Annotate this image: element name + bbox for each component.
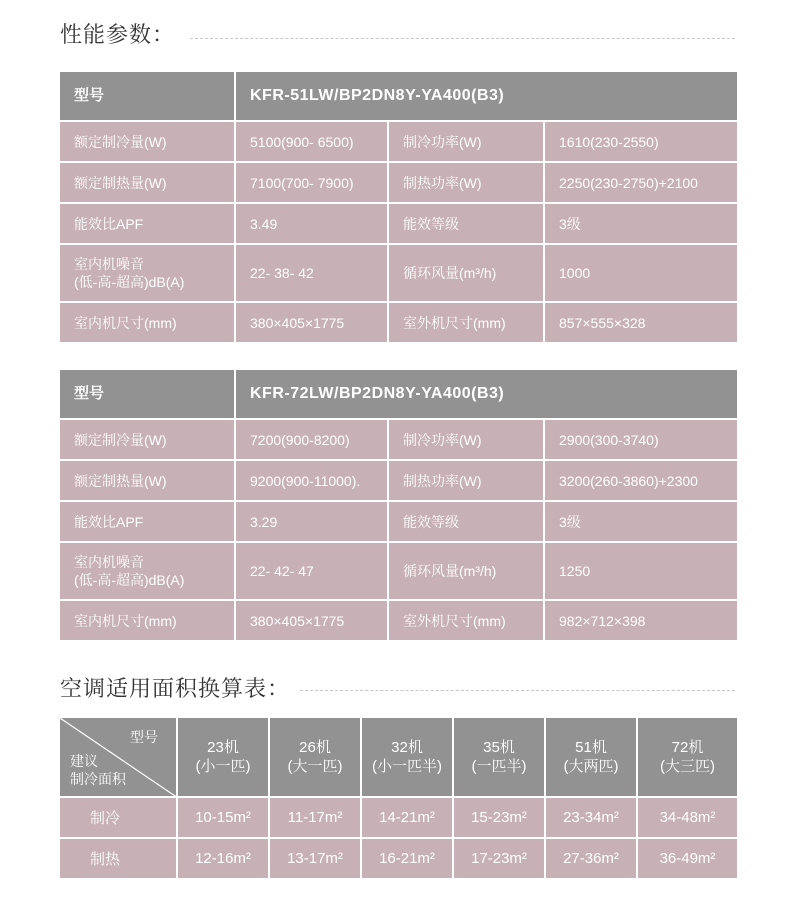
table-row xyxy=(59,302,738,343)
section-title-performance: 性能参数： xyxy=(60,22,176,47)
spec-value: 5100(900- 6500) xyxy=(235,121,388,162)
spec-table-header xyxy=(59,71,738,121)
table-row xyxy=(59,162,738,203)
column-header xyxy=(453,717,545,797)
spec-label: 室外机尺寸(mm) xyxy=(388,600,544,641)
spec-label: 室内机噪音 (低-高-超高)dB(A) xyxy=(59,542,235,600)
spec-value: 2900(300-3740) xyxy=(544,419,738,460)
column-model: 23机 xyxy=(207,739,239,756)
column-capacity: (大三匹) xyxy=(660,758,715,775)
spec-label: 制热功率(W) xyxy=(388,460,544,501)
table-row xyxy=(59,501,738,542)
spec-label: 额定制冷量(W) xyxy=(59,419,235,460)
table-row xyxy=(59,838,738,879)
spec-value: 7200(900-8200) xyxy=(235,419,388,460)
area-value: 14-21m² xyxy=(361,797,453,838)
corner-top-label: 型号 xyxy=(130,729,158,745)
section-divider-area xyxy=(300,690,735,691)
column-model: 32机 xyxy=(391,739,423,756)
spec-value: 1000 xyxy=(544,244,738,302)
spec-label: 循环风量(m³/h) xyxy=(388,244,544,302)
spec-label: 额定制热量(W) xyxy=(59,460,235,501)
table-row xyxy=(59,419,738,460)
spec-value: 3级 xyxy=(544,501,738,542)
spec-value: 1250 xyxy=(544,542,738,600)
spec-label: 循环风量(m³/h) xyxy=(388,542,544,600)
spec-value: 982×712×398 xyxy=(544,600,738,641)
area-value: 16-21m² xyxy=(361,838,453,879)
column-model: 72机 xyxy=(671,739,704,756)
spec-value: 7100(700- 7900) xyxy=(235,162,388,203)
table-row xyxy=(59,542,738,600)
spec-value: 22- 38- 42 xyxy=(235,244,388,302)
column-model: 26机 xyxy=(299,739,331,756)
spec-label: 制冷功率(W) xyxy=(388,121,544,162)
model-label: 型号 xyxy=(59,71,235,121)
column-header xyxy=(361,717,453,797)
corner-bottom-label xyxy=(70,752,126,788)
spec-label: 能效比APF xyxy=(59,501,235,542)
column-model: 35机 xyxy=(483,739,515,756)
model-value: KFR-72LW/BP2DN8Y-YA400(B3) xyxy=(235,369,738,419)
table-row xyxy=(59,121,738,162)
section-title-area: 空调适用面积换算表： xyxy=(60,676,291,701)
area-value: 27-36m² xyxy=(545,838,637,879)
area-value: 36-49m² xyxy=(637,838,738,879)
column-capacity: (一匹半) xyxy=(471,758,527,775)
area-table-header xyxy=(59,717,738,797)
table-row xyxy=(59,797,738,838)
spec-label: 室内机噪音 (低-高-超高)dB(A) xyxy=(59,244,235,302)
column-header xyxy=(177,717,269,797)
spec-label: 额定制热量(W) xyxy=(59,162,235,203)
spec-value: 3200(260-3860)+2300 xyxy=(544,460,738,501)
table-row xyxy=(59,460,738,501)
spec-value: 3级 xyxy=(544,203,738,244)
column-capacity: (小一匹半) xyxy=(372,758,442,775)
area-value: 13-17m² xyxy=(269,838,361,879)
table-row xyxy=(59,244,738,302)
spec-value: 3.29 xyxy=(235,501,388,542)
spec-table-72 xyxy=(58,368,739,642)
spec-label: 能效等级 xyxy=(388,501,544,542)
model-value: KFR-51LW/BP2DN8Y-YA400(B3) xyxy=(235,71,738,121)
area-value: 15-23m² xyxy=(453,797,545,838)
column-capacity: (大两匹) xyxy=(563,758,619,775)
spec-label: 额定制冷量(W) xyxy=(59,121,235,162)
spec-label: 能效比APF xyxy=(59,203,235,244)
spec-value: 1610(230-2550) xyxy=(544,121,738,162)
model-label: 型号 xyxy=(59,369,235,419)
column-header xyxy=(545,717,637,797)
spec-label: 室外机尺寸(mm) xyxy=(388,302,544,343)
table-row xyxy=(59,203,738,244)
spec-value: 857×555×328 xyxy=(544,302,738,343)
table-row xyxy=(59,600,738,641)
spec-value: 22- 42- 47 xyxy=(235,542,388,600)
spec-value: 380×405×1775 xyxy=(235,600,388,641)
area-conversion-table xyxy=(58,716,739,880)
spec-label: 能效等级 xyxy=(388,203,544,244)
corner-bottom-line1: 建议 xyxy=(70,753,98,769)
spec-label: 室内机尺寸(mm) xyxy=(59,600,235,641)
corner-cell xyxy=(59,717,177,797)
spec-label: 室内机尺寸(mm) xyxy=(59,302,235,343)
row-label-cooling: 制冷 xyxy=(59,797,177,838)
column-capacity: (大一匹) xyxy=(287,758,343,775)
column-capacity: (小一匹) xyxy=(195,758,251,775)
spec-value: 380×405×1775 xyxy=(235,302,388,343)
spec-label: 制热功率(W) xyxy=(388,162,544,203)
area-value: 17-23m² xyxy=(453,838,545,879)
area-value: 10-15m² xyxy=(177,797,269,838)
spec-table-header xyxy=(59,369,738,419)
spec-table-51 xyxy=(58,70,739,344)
area-value: 23-34m² xyxy=(545,797,637,838)
area-value: 12-16m² xyxy=(177,838,269,879)
column-header xyxy=(269,717,361,797)
column-header xyxy=(637,717,738,797)
spec-value: 2250(230-2750)+2100 xyxy=(544,162,738,203)
area-value: 11-17m² xyxy=(269,797,361,838)
row-label-heating: 制热 xyxy=(59,838,177,879)
spec-label: 制冷功率(W) xyxy=(388,419,544,460)
spec-value: 9200(900-11000). xyxy=(235,460,388,501)
section-divider-performance xyxy=(190,38,735,39)
corner-bottom-line2: 制冷面积 xyxy=(70,771,126,787)
area-value: 34-48m² xyxy=(637,797,738,838)
column-model: 51机 xyxy=(575,739,607,756)
spec-value: 3.49 xyxy=(235,203,388,244)
